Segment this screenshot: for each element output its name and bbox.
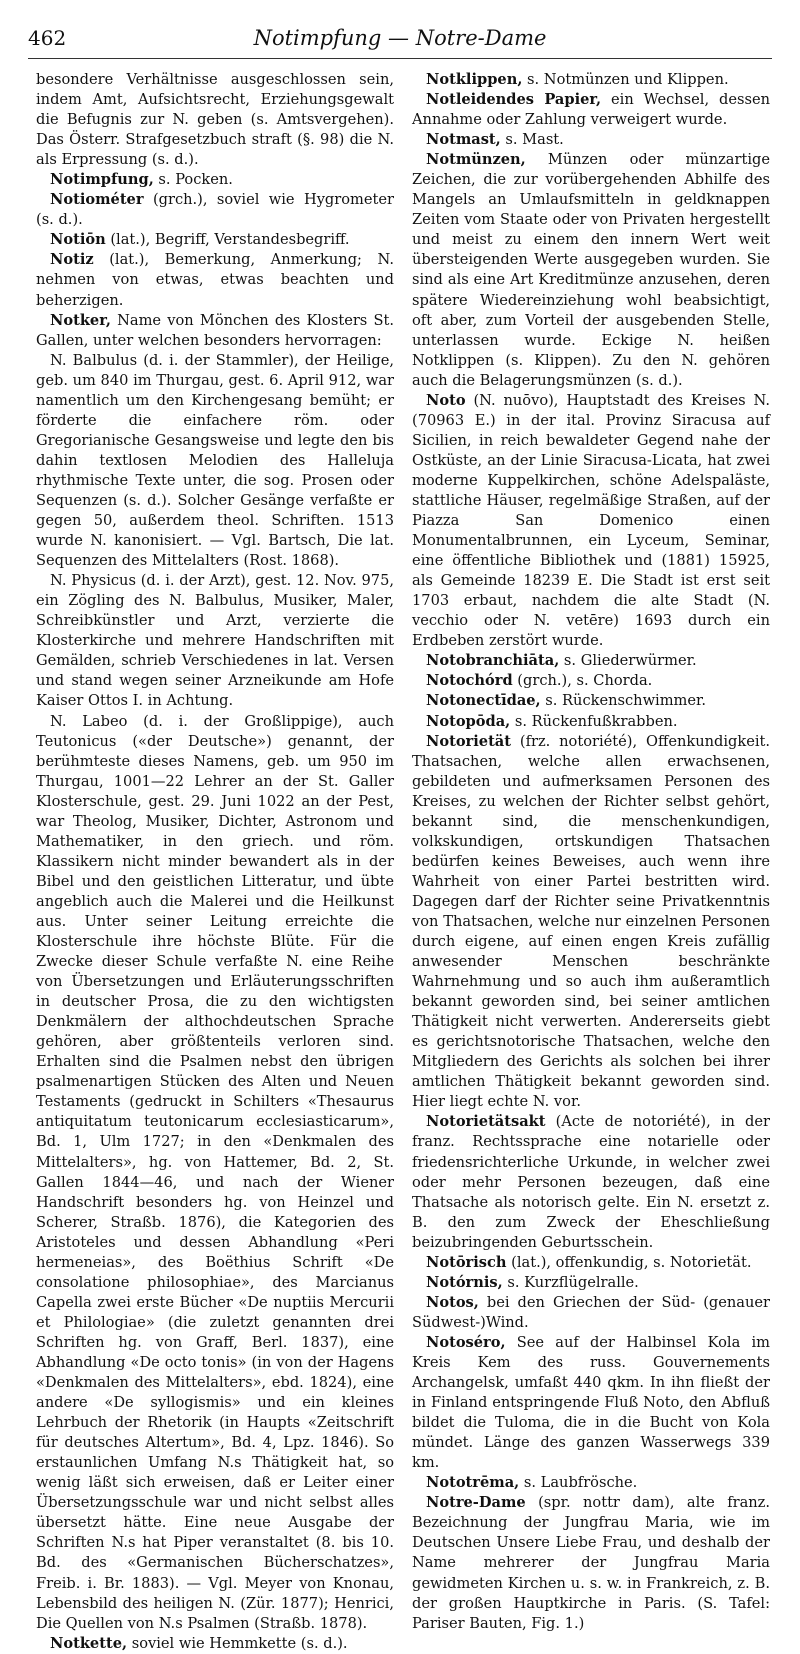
dictionary-entry	[36, 1634, 394, 1654]
dictionary-entry	[36, 712, 394, 1634]
dictionary-entry	[412, 1293, 770, 1333]
dictionary-entry	[36, 170, 394, 190]
left-column	[36, 70, 394, 1652]
dictionary-entry	[36, 250, 394, 310]
entry-text: bei den Griechen der Süd- (genauer Südwest-)Wind.	[412, 1293, 770, 1331]
right-column	[412, 70, 770, 1632]
entry-text: s. Notmünzen und Klippen.	[522, 71, 729, 88]
entry-headword: Notōrisch	[426, 1253, 507, 1271]
entry-headword: Notkette,	[50, 1634, 128, 1652]
entry-text: (spr. nottr dam), alte franz. Bezeichnung der Jungfrau Maria, wie im Deutschen Unsere Liebe Frau, und deshalb der Name mehrerer der Jungfrau Maria gewidmeten Kirchen u. s. w. in Frankreich, z. B. der großen Hauptkirche in Paris. (S. Tafel: Pariser Bauten, Fig. 1.)	[412, 1494, 770, 1632]
entry-text: (lat.), Begriff, Verstandesbegriff.	[105, 231, 350, 249]
dictionary-entry	[36, 190, 394, 230]
entry-text: s. Gliederwürmer.	[559, 652, 697, 670]
entry-text: (Acte de notoriété), in der franz. Rechtssprache eine notarielle oder friedensrichterliche Urkunde, in welcher zwei oder mehr Personen bezeugen, daß eine Thatsache als notorisch gelte. Ein N. ersetzt z. B. den zum Zweck der Eheschließung beizubringenden Geburtsschein.	[412, 1113, 770, 1251]
entry-text: s. Pocken.	[153, 171, 233, 189]
entry-headword: Nototrēma,	[426, 1474, 520, 1492]
entry-text: N. Physicus (d. i. der Arzt), gest. 12. Nov. 975, ein Zögling des N. Balbulus, Musiker, Maler, Schreibkünstler und Arzt, verzierte die Klosterkirche und mehrere Handschriften mit Gemälden, schrieb Verschiedenes in lat. Versen und stand wegen seiner Arzneikunde am Hofe Kaiser Ottos I. in Achtung.	[36, 572, 394, 710]
entry-text: (N. nuōvo), Hauptstadt des Kreises N. (70963 E.) in der ital. Provinz Siracusa auf Sicilien, in reich bewaldeter Gegend nahe der Ostküste, an der Linie Siracusa-Licata, hat zwei moderne Kuppelkirchen, schöne Adelspaläste, stattliche Häuser, regelmäßige Straßen, auf der Piazza San Domenico einen Monumentalbrunnen, ein Lyceum, Seminar, eine öffentliche Bibliothek und (1881) 15925, als Gemeinde 18239 E. Die Stadt ist erst seit 1703 erbaut, nachdem die alte Stadt (N. vecchio oder N. vetēre) 1693 durch ein Erdbeben zerstört wurde.	[412, 391, 770, 650]
dictionary-entry	[412, 70, 770, 90]
entry-text: soviel wie Hemmkette (s. d.).	[127, 1634, 348, 1652]
entry-text: s. Kurzflügelralle.	[502, 1273, 639, 1291]
entry-headword: Notorietätsakt	[426, 1113, 546, 1131]
dictionary-entry	[36, 70, 394, 170]
entry-headword: Notorietät	[426, 732, 512, 750]
dictionary-entry	[412, 1253, 770, 1273]
dictionary-entry	[36, 230, 394, 250]
entry-headword: Notórnis,	[426, 1273, 503, 1291]
entry-text: (lat.), offenkundig, s. Notorietät.	[506, 1253, 752, 1271]
dictionary-entry	[412, 130, 770, 150]
dictionary-entry	[412, 1333, 770, 1473]
entry-text: s. Rückenfußkrabben.	[510, 712, 678, 730]
entry-headword: Notleidendes Papier,	[426, 91, 602, 109]
entry-headword: Notochórd	[426, 672, 513, 690]
entry-text: See auf der Halbinsel Kola im Kreis Kem des russ. Gouvernements Archangelsk, umfaßt 440 qkm. In ihn fließt der in Finland entspringende Fluß Noto, den Abfluß bildet die Tuloma, die in die Bucht von Kola mündet. Länge des ganzen Wasserwegs 339 km.	[412, 1333, 770, 1472]
entry-headword: Notoséro,	[426, 1333, 506, 1351]
dictionary-entry	[36, 311, 394, 351]
entry-headword: Notiométer	[50, 191, 144, 209]
entry-headword: Notre-Dame	[426, 1494, 526, 1512]
page-header	[28, 10, 772, 64]
dictionary-entry	[412, 150, 770, 391]
entry-headword: Notiōn	[50, 231, 106, 249]
entry-text: ein Wechsel, dessen Annahme oder Zahlung verweigert wurde.	[412, 91, 770, 129]
entry-headword: Notmünzen,	[426, 151, 526, 169]
dictionary-entry	[412, 712, 770, 732]
entry-headword: Notklippen,	[426, 71, 523, 88]
entry-text: (lat.), Bemerkung, Anmerkung; N. nehmen von etwas, etwas beachten und beherzigen.	[36, 251, 394, 309]
running-title: Notimpfung — Notre-Dame	[253, 26, 547, 50]
page-number: 462	[28, 26, 67, 50]
entry-headword: Notos,	[426, 1293, 479, 1311]
dictionary-entry	[412, 1273, 770, 1293]
dictionary-entry	[412, 651, 770, 671]
dictionary-entry	[412, 391, 770, 652]
entry-headword: Notimpfung,	[50, 171, 154, 189]
dictionary-entry	[412, 1493, 770, 1633]
entry-text: besondere Verhältnisse ausgeschlossen sein, indem Amt, Aufsichtsrecht, Erziehungsgewalt die Befugnis zur N. geben (s. Amtsvergehen). Das Österr. Strafgesetzbuch straft (§. 98) die N. als Erpressung (s. d.).	[36, 71, 394, 169]
entry-headword: Notiz	[50, 251, 94, 269]
entry-headword: Notobranchiāta,	[426, 652, 560, 670]
dictionary-entry	[412, 732, 770, 1113]
entry-headword: Notker,	[50, 311, 111, 329]
entry-text: s. Mast.	[500, 131, 564, 149]
header-rule	[28, 58, 772, 59]
entry-text: Name von Mönchen des Klosters St. Gallen, unter welchen besonders hervorragen:	[36, 311, 394, 349]
entry-text: (grch.), soviel wie Hygrometer (s. d.).	[36, 191, 394, 229]
entry-headword: Notonectīdae,	[426, 692, 541, 710]
entry-text: s. Rückenschwimmer.	[540, 692, 707, 710]
entry-text: N. Labeo (d. i. der Großlippige), auch Teutonicus («der Deutsche») genannt, der berühmteste dieses Namens, geb. um 950 im Thurgau, 1001—22 Lehrer an der St. Galler Klosterschule, gest. 29. Juni 1022 an der Pest, war Theolog, Musiker, Dichter, Astronom und Mathematiker, in den griech. und röm. Klassikern nicht minder bewandert als in der Bibel und den geistlichen Litteratur, und übte angeblich auch die Malerei und die Heilkunst aus. Unter seiner Leitung erreichte die Klosterschule ihre höchste Blüte. Für die Zwecke dieser Schule verfaßte N. eine Reihe von Übersetzungen und Erläuterungsschriften in deutscher Prosa, die zu den wichtigsten Denkmälern der althochdeutschen Sprache gehören, aber größtenteils verloren sind. Erhalten sind die Psalmen nebst den übrigen psalmenartigen Stücken des Alten und Neuen Testaments (gedruckt in Schilters «Thesaurus antiquitatum teutonicarum ecclesiasticarum», Bd. 1, Ulm 1727; in den «Denkmalen des Mittelalters», hg. von Hattemer, Bd. 2, St. Gallen 1844—46, und nach der Wiener Handschrift besonders hg. von Heinzel und Scherer, Straßb. 1876), die Kategorien des Aristoteles und dessen Abhandlung «Peri hermeneias», des Boëthius Schrift «De consolatione philosophiae», des Marcianus Capella zwei erste Bücher «De nuptiis Mercurii et Philologiae» (die zuletzt genannten drei Schriften hg. von Graff, Berl. 1837), eine Abhandlung «De octo tonis» (in von der Hagens «Denkmalen des Mittelalters», ebd. 1824), eine andere «De syllogismis» und ein kleines Lehrbuch der Rhetorik (in Haupts «Zeitschrift für deutsches Altertum», Bd. 4, Lpz. 1846). So erstaunlichen Umfang N.s Thätigkeit hat, so wenig läßt sich erweisen, daß er Leiter einer Übersetzungsschule war und nicht selbst alles übersetzt hätte. Eine neue Ausgabe der Schriften N.s hat Piper veranstaltet (8. bis 10. Bd. des «Germanischen Bücherschatzes», Freib. i. Br. 1883). — Vgl. Meyer von Knonau, Lebensbild des heiligen N. (Zür. 1877); Henrici, Die Quellen von N.s Psalmen (Straßb. 1878).	[36, 712, 394, 1632]
dictionary-entry	[412, 1473, 770, 1493]
entry-text: (frz. notoriété), Offenkundigkeit. Thatsachen, welche allen erwachsenen, gebildeten und aufmerksamen Personen des Kreises, zu welchen der Richter selbst gehört, bekannt sind, die menschenkundigen, volkskundigen, ortskundigen Thatsachen bedürfen keines Beweises, auch wenn ihre Wahrheit von einer Partei bestritten wird. Dagegen darf der Richter seine Privatkenntnis von Thatsachen, welche nur einzelnen Personen durch eigene, auf einen engen Kreis zufällig anwesender Menschen beschränkte Wahrnehmung und so auch ihm außeramtlich bekannt geworden sind, bei seiner amtlichen Thätigkeit nicht verwerten. Andererseits giebt es gerichtsnotorische Thatsachen, welche den Mitgliedern des Gerichts als solchen bei ihrer amtlichen Thätigkeit bekannt geworden sind. Hier liegt echte N. vor.	[412, 732, 770, 1111]
dictionary-entry	[36, 571, 394, 711]
dictionary-entry	[412, 691, 770, 711]
dictionary-entry	[412, 1112, 770, 1252]
entry-text: Münzen oder münzartige Zeichen, die zur vorübergehenden Abhilfe des Mangels an Umlaufsmitteln in geldknappen Zeiten vom Staate oder von Privaten hergestellt und meist zu einem den innern Wert weit übersteigenden Werte ausgegeben wurden. Sie sind als eine Art Kreditmünze anzusehen, deren spätere Wiedereinziehung wohl beabsichtigt, oft aber, zum Vorteil der ausgebenden Stelle, unterlassen wurde. Eckige N. heißen Notklippen (s. Klippen). Zu den N. gehören auch die Belagerungsmünzen (s. d.).	[412, 151, 770, 389]
dictionary-entry	[412, 90, 770, 130]
entry-headword: Notmast,	[426, 131, 501, 149]
entry-text: s. Laubfrösche.	[519, 1474, 638, 1492]
dictionary-entry	[36, 351, 394, 572]
entry-headword: Noto	[426, 391, 466, 409]
dictionary-entry	[412, 671, 770, 691]
entry-headword: Notopōda,	[426, 712, 511, 730]
entry-text: N. Balbulus (d. i. der Stammler), der Heilige, geb. um 840 im Thurgau, gest. 6. April 912, war namentlich um den Kirchengesang bemüht; er förderte die einfachere röm. oder Gregorianische Gesangsweise und legte den bis dahin textlosen Melodien des Halleluja rhythmische Texte unter, die sog. Prosen oder Sequenzen (s. d.). Solcher Gesänge verfaßte er gegen 50, außerdem theol. Schriften. 1513 wurde N. kanonisiert. — Vgl. Bartsch, Die lat. Sequenzen des Mittelalters (Rost. 1868).	[36, 351, 394, 570]
entry-text: (grch.), s. Chorda.	[512, 672, 653, 690]
